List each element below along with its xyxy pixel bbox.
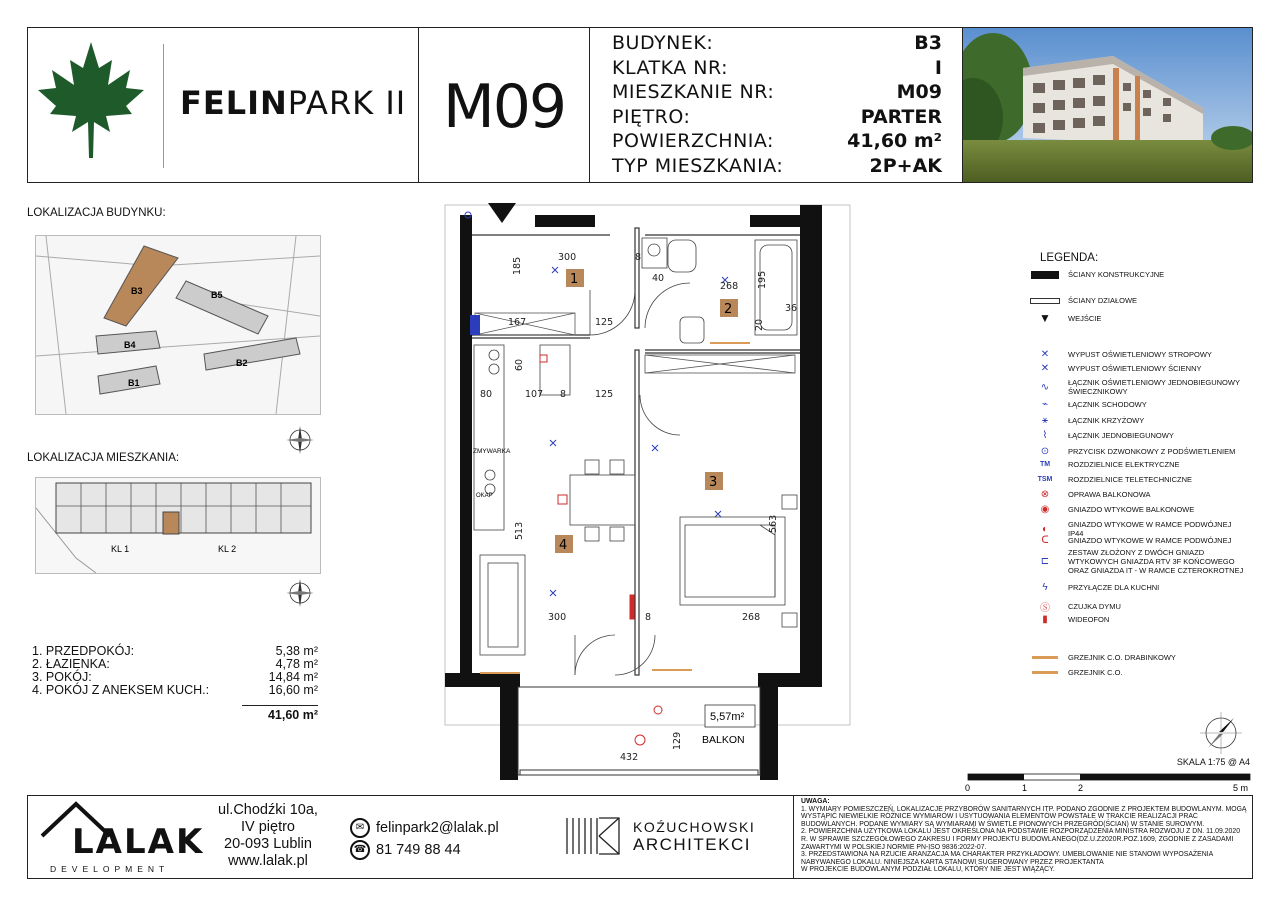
compass-icon xyxy=(285,425,315,455)
legend-label: GNIAZDO WTYKOWE W RAMCE PODWÓJNEJ IP44 xyxy=(1068,520,1232,538)
svg-text:125: 125 xyxy=(595,389,614,400)
socket-set-icon: ⊏ xyxy=(1040,556,1050,567)
svg-text:125: 125 xyxy=(595,317,614,328)
legend-item xyxy=(1030,311,1101,325)
scale-label: SKALA 1:75 @ A4 xyxy=(1176,757,1250,767)
balcony-label: BALKON xyxy=(702,734,745,746)
north-arrow-icon xyxy=(1198,710,1244,756)
legend-item xyxy=(1030,599,1121,614)
architect-line-2: ARCHITEKCI xyxy=(633,835,751,854)
legend-item xyxy=(1030,349,1212,360)
legend-title: LEGENDA: xyxy=(1040,252,1099,264)
x-mark-wall-icon: ✕ xyxy=(1040,363,1050,374)
tsm-icon: TSM xyxy=(1037,476,1053,483)
room-name: 4. POKÓJ Z ANEKSEM KUCH.: xyxy=(32,683,210,697)
header-field-label: KLATKA NR: xyxy=(612,56,729,79)
mail-icon: ✉ xyxy=(350,818,370,838)
entrance-icon xyxy=(488,203,516,223)
legend-label: CZUJKA DYMU xyxy=(1068,602,1121,611)
label-b4: B4 xyxy=(124,340,136,350)
legend-item xyxy=(1030,399,1147,410)
note-4: W PROJEKCIE BUDOWLANYM PODZIAŁ LOKALU, KTÓRY NIE JEST WIĄŻĄCY. xyxy=(801,866,1055,874)
socket-ip44-icon: ◐ xyxy=(1041,523,1049,535)
address-line: IV piętro xyxy=(241,819,295,835)
room-area-row xyxy=(32,684,318,697)
svg-text:195: 195 xyxy=(757,270,768,289)
email-text[interactable]: felinpark2@lalak.pl xyxy=(376,820,499,836)
smoke-icon: Ⓢ xyxy=(1040,603,1050,614)
legend-label: PRZYŁĄCZE DLA KUCHNI xyxy=(1068,583,1160,592)
svg-text:300: 300 xyxy=(548,612,567,623)
svg-text:36: 36 xyxy=(785,303,798,314)
balcony-outline xyxy=(518,687,760,775)
room-tag-4: 4 xyxy=(559,538,568,553)
x-mark-icon: ✕ xyxy=(1040,349,1050,360)
unit-code: M09 xyxy=(442,72,566,142)
room-tag-3: 3 xyxy=(709,475,718,490)
wall-thick-icon xyxy=(1030,271,1060,279)
legend-item xyxy=(1030,489,1151,500)
legend-item xyxy=(1030,535,1231,546)
room-area: 4,78 m² xyxy=(275,657,318,671)
header-field-value: I xyxy=(934,56,942,79)
legend-label: ŁĄCZNIK SCHODOWY xyxy=(1068,400,1147,409)
svg-text:107: 107 xyxy=(525,389,544,400)
radiator-icon xyxy=(1030,671,1060,674)
label-kl2: KL 2 xyxy=(218,544,237,554)
svg-text:513: 513 xyxy=(514,521,525,540)
brand-bold: FELIN xyxy=(180,84,288,122)
address-line: ul.Chodźki 10a, xyxy=(218,802,318,818)
legend-label: GRZEJNIK C.O. xyxy=(1068,668,1123,677)
header-field-value: M09 xyxy=(896,81,942,103)
legend-item xyxy=(1030,475,1192,484)
header-field-value: B3 xyxy=(914,32,942,54)
note-1: 1. WYMIARY POMIESZCZEŃ, LOKALIZACJE PRZYBORÓW SANITARNYCH ITP. PODANO ZGODNIE Z PROJEKTEM BUDOWLANYM. MOGĄ WYSTĄPIĆ NIEWIELKIE RÓŻNICE WYMIARÓW I USYTUOWANIA ELEMENTÓW POWSTAŁE W TRAKCIE REALIZACJI PRAC BUDOWLANYCH. PODANE WYMIARY SĄ WYMIARAMI W ŚWIETLE PIONOWYCH PRZEGRÓD(ŚCIAN) W STANIE SUROWYM. xyxy=(801,805,1247,828)
notes-title: UWAGA: xyxy=(801,798,830,805)
scale-tick-3: 5 m xyxy=(1233,783,1249,793)
apartment-location-title: LOKALIZACJA MIESZKANIA: xyxy=(27,452,180,464)
logo-divider xyxy=(163,44,164,168)
legend-label: ROZDZIELNICE ELEKTRYCZNE xyxy=(1068,460,1180,469)
site-map xyxy=(35,235,321,415)
legend-label: ZESTAW ZŁOŻONY Z DWÓCH GNIAZD WTYKOWYCH GNIAZDA RTV 3F KOŃCOWEGO ORAZ GNIAZDA IT - W RAMCE CZTEROKROTNEJ xyxy=(1068,548,1244,575)
legend-item xyxy=(1030,378,1248,396)
radiator-ladder-icon xyxy=(1030,656,1060,659)
room-tag-2: 2 xyxy=(724,302,733,317)
header-field-label: BUDYNEK: xyxy=(612,32,714,54)
architect-mark-icon xyxy=(563,816,627,856)
balcony-area: 5,57m² xyxy=(710,711,745,723)
svg-text:167: 167 xyxy=(508,317,527,328)
svg-text:268: 268 xyxy=(720,281,739,292)
developer-sub: DEVELOPMENT xyxy=(50,864,170,874)
legend-item xyxy=(1030,504,1194,515)
kitchen-icon: ϟ xyxy=(1042,582,1048,593)
svg-text:300: 300 xyxy=(558,252,577,263)
switch-cross-icon: ⚹ xyxy=(1042,415,1048,426)
address-line: 20-093 Lublin xyxy=(224,836,312,852)
unit-highlight xyxy=(163,512,179,534)
legend-item xyxy=(1030,430,1174,441)
header-field-value: PARTER xyxy=(860,105,942,128)
wall-thin-icon xyxy=(1030,298,1060,304)
svg-text:20: 20 xyxy=(754,318,765,331)
scale-tick-1: 1 xyxy=(1022,783,1028,793)
svg-text:8: 8 xyxy=(560,389,567,400)
svg-text:8: 8 xyxy=(635,252,642,263)
svg-text:129: 129 xyxy=(672,731,683,750)
legend-label: WYPUST OŚWIETLENIOWY ŚCIENNY xyxy=(1068,364,1202,373)
svg-text:432: 432 xyxy=(620,752,639,763)
header-field-label: PIĘTRO: xyxy=(612,105,691,128)
note-2: 2. POWIERZCHNIA UŻYTKOWA LOKALU JEST OKREŚLONA NA PODSTAWIE ROZPORZĄDZENIA MINISTRA ROZWOJU Z DN. 11.09.2020 R. W SPRAWIE SZCZEGÓŁOWEGO ZAKRESU I FORMY PROJEKTU BUDOWLANEGO(DZ.U.Z2020R.POZ.1609, ZGODNIE Z ZASADAMI ZAWARTYMI W POLSKIEJ NORMIE PN-ISO 9836:2022-07. xyxy=(801,828,1241,851)
svg-text:80: 80 xyxy=(480,389,493,400)
note-3: 3. PRZEDSTAWIONA NA RZUCIE ARANŻACJA MA CHARAKTER PRZYKŁADOWY. UMEBLOWANIE NIE STANOWI WYPOSAŻENIA NABYWANEGO LOKALU. NINIEJSZA KARTA STANOWI SUGEROWANY PRZEZ PROJEKTANTA xyxy=(801,851,1213,866)
header-field-row xyxy=(612,32,942,57)
legend-label: WIDEOFON xyxy=(1068,615,1110,624)
header-brand-box xyxy=(27,27,419,183)
maple-leaf-logo xyxy=(36,40,146,160)
svg-text:185: 185 xyxy=(512,256,523,275)
floor-plan xyxy=(440,195,860,785)
legend-label: WYPUST OŚWIETLENIOWY STROPOWY xyxy=(1068,350,1212,359)
total-area: 41,60 m² xyxy=(267,708,318,722)
scale-tick-2: 2 xyxy=(1078,783,1084,793)
notes-divider xyxy=(793,796,794,878)
balcony-lamp-icon: ⊗ xyxy=(1040,489,1050,500)
switch-stair-icon: ⌁ xyxy=(1041,399,1049,410)
legend-label: ŁĄCZNIK OŚWIETLENIOWY JEDNOBIEGUNOWY ŚWIECZNIKOWY xyxy=(1068,378,1240,396)
email-row[interactable] xyxy=(350,818,499,838)
architect-line-1: KOŹUCHOWSKI xyxy=(633,819,756,835)
legend-label: ŚCIANY KONSTRUKCYJNE xyxy=(1068,270,1165,279)
room-name: 1. PRZEDPOKÓJ: xyxy=(32,644,135,658)
socket-double-icon: ᑕ xyxy=(1041,535,1049,546)
floor-location-map xyxy=(35,477,321,574)
label-b5: B5 xyxy=(211,290,223,300)
room-name: 3. POKÓJ: xyxy=(32,670,92,684)
legend-item xyxy=(1030,582,1159,593)
label-kl1: KL 1 xyxy=(111,544,130,554)
phone-icon: ☎ xyxy=(350,840,370,860)
building-location-title: LOKALIZACJA BUDYNKU: xyxy=(27,207,166,219)
legend-label: PRZYCISK DZWONKOWY Z PODŚWIETLENIEM xyxy=(1068,447,1236,456)
legend-item xyxy=(1030,548,1248,575)
legend-item xyxy=(1030,296,1137,305)
lalak-logo xyxy=(36,800,206,876)
legend-item xyxy=(1030,668,1123,677)
svg-text:40: 40 xyxy=(652,273,665,284)
phone-row[interactable] xyxy=(350,840,461,860)
room-area: 16,60 m² xyxy=(268,683,318,697)
address-line: www.lalak.pl xyxy=(228,853,308,869)
header-field-value: 41,60 m² xyxy=(847,130,942,152)
svg-text:8: 8 xyxy=(645,612,652,623)
legend-label: GNIAZDO WTYKOWE BALKONOWE xyxy=(1068,505,1195,514)
footer-box xyxy=(27,795,1253,879)
svg-text:268: 268 xyxy=(742,612,761,623)
header-field-row xyxy=(612,155,942,180)
legend-item xyxy=(1030,363,1202,374)
legend-label: ROZDZIELNICE TELETECHNICZNE xyxy=(1068,475,1193,484)
videophone-icon: ▮ xyxy=(1042,614,1048,625)
building-photo xyxy=(963,28,1253,183)
svg-text:563: 563 xyxy=(768,514,779,533)
brand-name xyxy=(180,84,406,122)
notes xyxy=(801,798,1247,874)
triangle-down-icon: ▼ xyxy=(1039,311,1051,325)
legend-item xyxy=(1030,446,1235,457)
total-divider xyxy=(242,705,318,706)
legend-item xyxy=(1030,415,1144,426)
room-area: 14,84 m² xyxy=(268,670,318,684)
architect-text xyxy=(633,818,755,854)
tm-icon: TM xyxy=(1039,461,1051,468)
legend-label: GRZEJNIK C.O. DRABINKOWY xyxy=(1068,653,1176,662)
label-b1: B1 xyxy=(128,378,140,388)
header-field-row xyxy=(612,130,942,155)
header-fields xyxy=(612,32,942,179)
legend-label: WEJŚCIE xyxy=(1068,313,1102,323)
legend-label: OPRAWA BALKONOWA xyxy=(1068,490,1151,499)
header-field-row xyxy=(612,106,942,131)
room-area-list xyxy=(32,645,318,697)
legend-label: ŚCIANY DZIAŁOWE xyxy=(1068,296,1138,305)
legend-item xyxy=(1030,614,1109,625)
label-b3: B3 xyxy=(131,286,143,296)
header-info-box xyxy=(589,27,963,183)
room-area: 5,38 m² xyxy=(275,644,318,658)
developer-name: LALAK xyxy=(72,822,205,862)
architect-logo xyxy=(563,816,755,856)
header-field-row xyxy=(612,57,942,82)
room-name: 2. ŁAZIENKA: xyxy=(32,657,110,671)
header-unit-box xyxy=(418,27,590,183)
header-field-row xyxy=(612,81,942,106)
svg-text:60: 60 xyxy=(514,358,525,371)
label-zmywarka: ZMYWARKA xyxy=(473,448,511,455)
header-field-label: POWIERZCHNIA: xyxy=(612,130,774,152)
socket-balcony-icon: ◉ xyxy=(1040,504,1050,515)
scale-bar xyxy=(960,770,1255,796)
legend-item xyxy=(1030,270,1164,279)
header-field-label: MIESZKANIE NR: xyxy=(612,81,775,103)
brand-rest: PARK II xyxy=(287,84,407,122)
phone-text[interactable]: 81 749 88 44 xyxy=(376,842,461,858)
scale-tick-0: 0 xyxy=(965,783,971,793)
bell-icon: ⊙ xyxy=(1040,446,1050,457)
legend-label: GNIAZDO WTYKOWE W RAMCE PODWÓJNEJ xyxy=(1068,536,1232,545)
compass-icon-2 xyxy=(285,578,315,608)
switch-double-icon: ∿ xyxy=(1040,381,1050,393)
header-photo-box xyxy=(962,27,1253,183)
legend-label: ŁĄCZNIK KRZYŻOWY xyxy=(1068,416,1145,425)
header-field-value: 2P+AK xyxy=(869,154,942,177)
switch-single-icon: ⌇ xyxy=(1042,430,1048,441)
address-block xyxy=(208,802,328,870)
label-okap: OKAP xyxy=(476,493,493,499)
header-field-label: TYP MIESZKANIA: xyxy=(612,154,784,177)
room-tag-1: 1 xyxy=(570,272,579,287)
legend-label: ŁĄCZNIK JEDNOBIEGUNOWY xyxy=(1068,431,1174,440)
label-b2: B2 xyxy=(236,358,248,368)
legend-item xyxy=(1030,653,1176,662)
legend-item xyxy=(1030,460,1180,469)
